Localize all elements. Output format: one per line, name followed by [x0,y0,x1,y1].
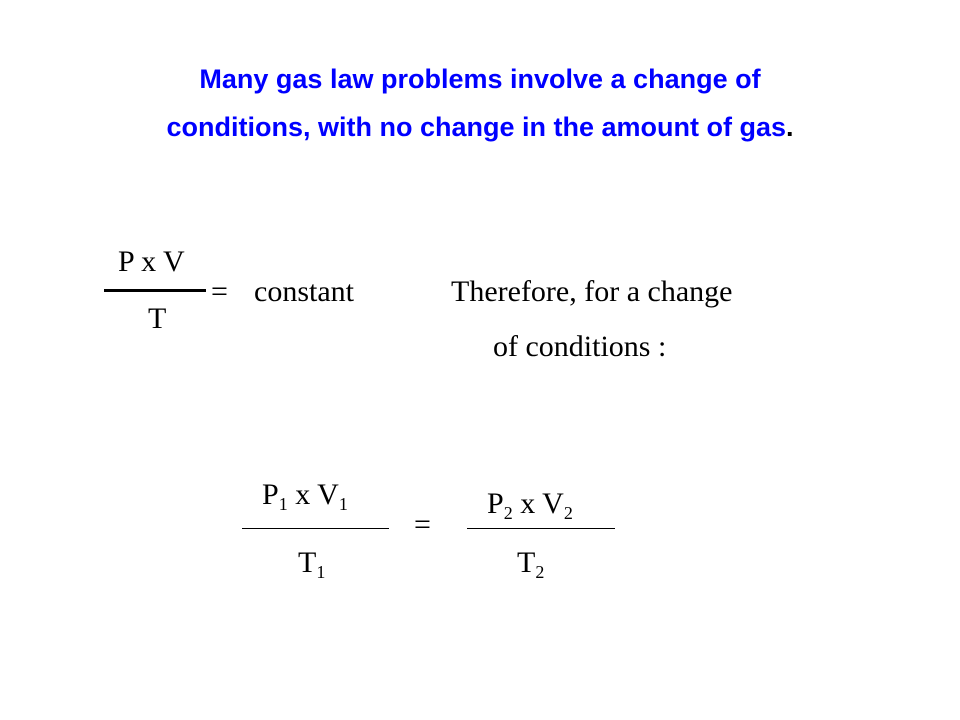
eq1-numerator: P x V [118,245,185,278]
p2-symbol: P [487,487,504,520]
eq2-left-numerator [262,478,348,515]
p1-subscript: 1 [278,494,288,514]
eq2-right-denominator [517,546,544,583]
times-symbol-left: x [295,478,311,511]
title-period: . [785,112,794,142]
eq2-right-numerator [487,487,573,524]
eq1-fraction-bar [104,289,206,292]
eq1-denominator: T [148,302,167,335]
title-line-2-text: conditions, with no change in the amount of gas [166,112,786,142]
p2-subscript: 2 [503,503,513,523]
eq1-constant: constant [254,275,354,308]
v1-subscript: 1 [338,494,348,514]
slide-title [40,55,920,151]
eq2-right-fraction-bar [467,528,615,529]
therefore-line-1: Therefore, for a change [451,275,733,308]
title-line-1: Many gas law problems involve a change of [199,64,761,94]
t1-subscript: 1 [316,562,326,582]
v2-symbol: V [542,487,564,520]
t1-symbol: T [298,546,317,579]
title-line-2 [40,103,920,151]
therefore-line-2: of conditions : [493,330,667,363]
p1-symbol: P [262,478,279,511]
eq2-equals: = [414,508,431,541]
t2-subscript: 2 [535,562,545,582]
v1-symbol: V [317,478,339,511]
times-symbol-right: x [520,487,536,520]
v2-subscript: 2 [563,503,573,523]
t2-symbol: T [517,546,536,579]
eq2-left-fraction-bar [242,528,389,529]
eq1-equals: = [211,275,228,308]
eq2-left-denominator [298,546,325,583]
